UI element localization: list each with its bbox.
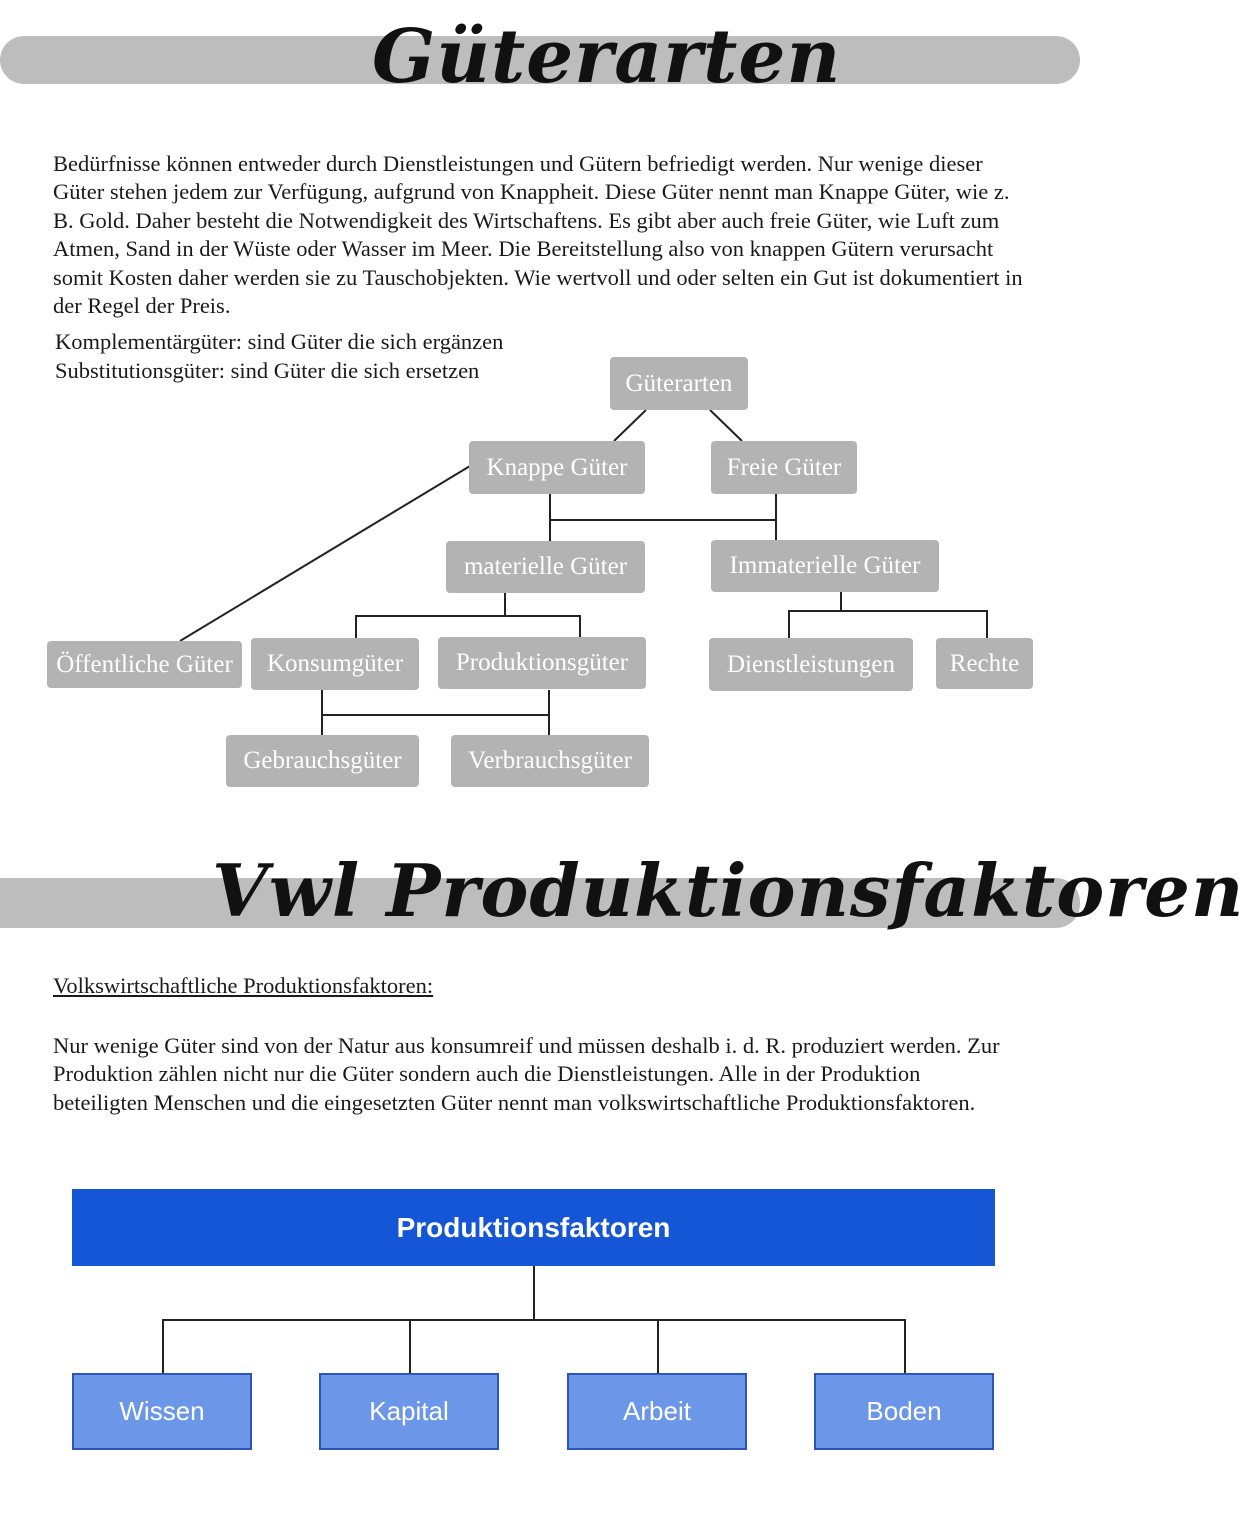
intro-paragraph: Bedürfnisse können entweder durch Dienstleistungen und Gütern befriedigt werden. Nur wenige dieser Güter stehen jedem zur Verfügung, aufgrund von Knappheit. Diese Güter nennt man Knappe Güter, wie z. B. Gold. Daher besteht die Notwendigkeit des Wirtschaftens. Es gibt aber auch freie Güter, wie Luft zum Atmen, Sand in der Wüste oder Wasser im Meer. Die Bereitstellung also von knappen Gütern verursacht somit Kosten daher werden sie zu Tauschobjekten. Wie wertvoll und oder selten ein Gut ist dokumentiert in der Regel der Preis. bbox=[53, 151, 1023, 319]
node-dienstleistungen: Dienstleistungen bbox=[709, 638, 913, 691]
node-oeffentliche-gueter: Öffentliche Güter bbox=[47, 641, 242, 688]
subheading-vwl-produktionsfaktoren: Volkswirtschaftliche Produktionsfaktoren: bbox=[53, 973, 434, 998]
produktion-paragraph: Nur wenige Güter sind von der Natur aus konsumreif und müssen deshalb i. d. R. produziert werden. Zur Produktion zählen nicht nur die Güter sondern auch die Dienstleistungen. Alle in der Produktion beteiligten Menschen und die eingesetzten Güter nennt man volkswirtschaftliche Produktionsfaktoren. bbox=[53, 1033, 1000, 1115]
node-knappe-gueter: Knappe Güter bbox=[469, 441, 645, 494]
node-freie-gueter: Freie Güter bbox=[711, 441, 857, 494]
node-rechte: Rechte bbox=[936, 638, 1033, 689]
node-kapital: Kapital bbox=[319, 1373, 499, 1450]
definition-substitution: Substitutionsgüter: sind Güter die sich ersetzen bbox=[55, 358, 480, 383]
section-title-gueterarten: Güterarten bbox=[372, 14, 842, 100]
node-verbrauchsgueter: Verbrauchsgüter bbox=[451, 735, 649, 787]
node-wissen: Wissen bbox=[72, 1373, 252, 1450]
node-arbeit: Arbeit bbox=[567, 1373, 747, 1450]
node-immaterielle-gueter: Immaterielle Güter bbox=[711, 540, 939, 592]
section-title-produktionsfaktoren: Vwl Produktionsfaktoren bbox=[212, 848, 1244, 933]
node-gueterarten: Güterarten bbox=[610, 357, 748, 410]
node-produktionsfaktoren: Produktionsfaktoren bbox=[72, 1189, 995, 1266]
node-produktionsgueter: Produktionsgüter bbox=[438, 637, 646, 689]
node-konsumgueter: Konsumgüter bbox=[251, 638, 419, 690]
node-gebrauchsgueter: Gebrauchsgüter bbox=[226, 735, 419, 787]
node-materielle-gueter: materielle Güter bbox=[446, 541, 645, 593]
definition-complement: Komplementärgüter: sind Güter die sich ergänzen bbox=[55, 329, 504, 354]
node-boden: Boden bbox=[814, 1373, 994, 1450]
